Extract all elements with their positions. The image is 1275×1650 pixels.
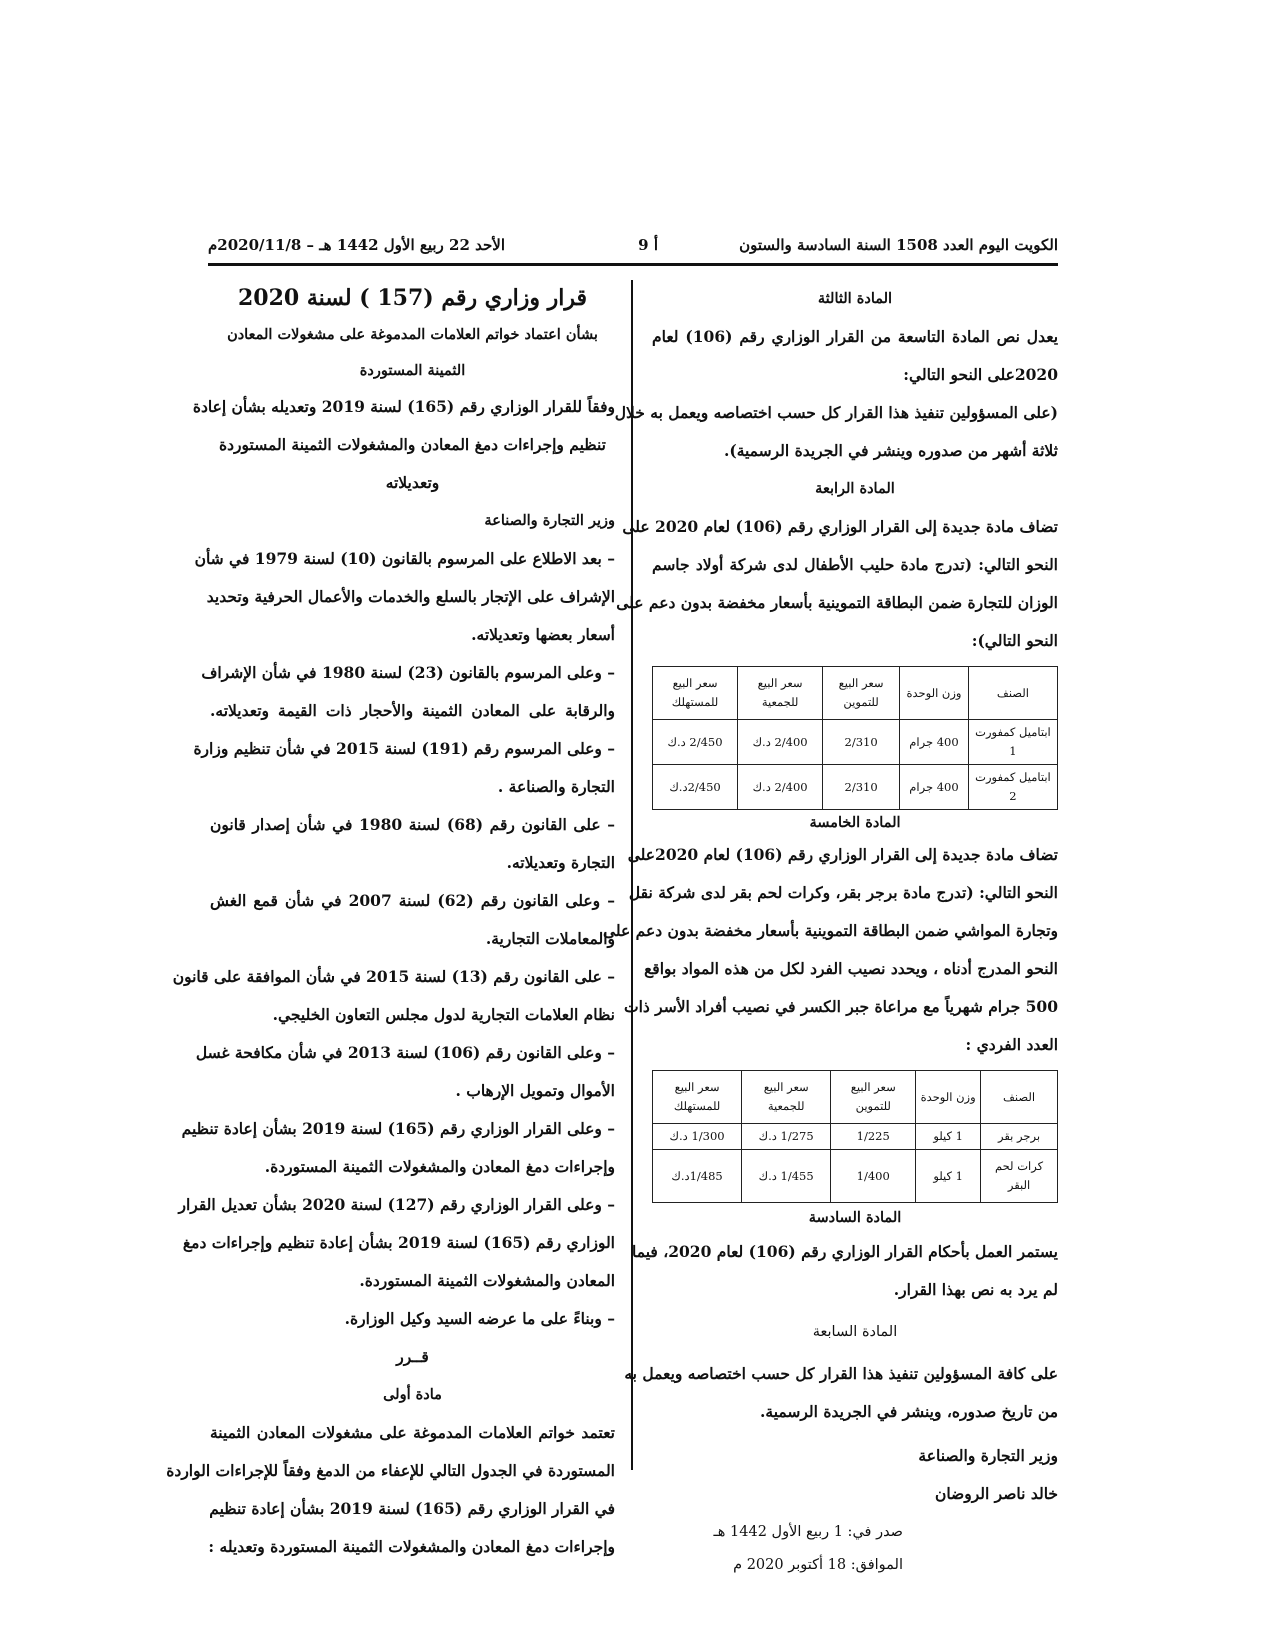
table-cell: 1/275 د.ك <box>742 1124 831 1150</box>
article-7-line: على كافة المسؤولين تنفيذ هذا القرار كل حسب اختصاصه ويعمل به <box>624 1364 1058 1383</box>
table-cell: ابتاميل كمفورت 1 <box>968 720 1057 765</box>
article-5-line: العدد الفردي : <box>965 1035 1058 1054</box>
beef-price-table <box>652 1070 1058 1203</box>
preamble-line: الوزاري رقم (165) لسنة 2019 بشأن إعادة تنظيم وإجراءات دمغ <box>182 1233 615 1252</box>
article-3-line: (على المسؤولين تنفيذ هذا القرار كل حسب اختصاصه ويعمل به خلال <box>614 403 1058 422</box>
table-header-cell: الصنف <box>968 667 1057 720</box>
article-6-title: المادة السادسة <box>808 1209 902 1226</box>
table-cell: كرات لحم البقر <box>981 1150 1058 1203</box>
table-header-row <box>653 667 1058 720</box>
intro-line: وفقاً للقرار الوزاري رقم (165) لسنة 2019 وتعديله بشأن إعادة <box>192 397 615 416</box>
table-header-cell: الصنف <box>981 1071 1058 1124</box>
corresponding-date: الموافق: 18 أكتوبر 2020 م <box>733 1557 903 1573</box>
preamble-line: نظام العلامات التجارية لدول مجلس التعاون الخليجي. <box>272 1005 615 1024</box>
article-1-line: في القرار الوزاري رقم (165) لسنة 2019 بشأن إعادة تنظيم <box>209 1499 615 1518</box>
table-cell: 1/485د.ك <box>653 1150 742 1203</box>
decided-heading: قــرر <box>396 1347 429 1366</box>
article-4-line: تضاف مادة جديدة إلى القرار الوزاري رقم (106) لعام 2020 على <box>622 517 1058 536</box>
preamble-line: – وعلى القانون رقم (62) لسنة 2007 في شأن قمع الغش <box>210 891 615 910</box>
header-date: الأحد 22 ربيع الأول 1442 هـ – 2020/11/8م <box>208 236 505 254</box>
article-1-title: مادة أولى <box>383 1386 442 1403</box>
article-5-line: وتجارة المواشي ضمن البطاقة التموينية بأسعار مخفضة بدون دعم على <box>602 921 1058 940</box>
article-5-line: 500 جرام شهرياً مع مراعاة جبر الكسر في نصيب أفراد الأسر ذات <box>623 997 1058 1016</box>
table-cell: 400 جرام <box>900 765 969 810</box>
preamble-line: – وعلى المرسوم رقم (191) لسنة 2015 في شأن تنظيم وزارة <box>193 739 615 758</box>
preamble-line: والرقابة على المعادن الثمينة والأحجار ذات القيمة وتعديلاته. <box>210 701 615 720</box>
table-cell: 1/400 <box>831 1150 916 1203</box>
table-header-row <box>653 1071 1058 1124</box>
table-cell: 400 جرام <box>900 720 969 765</box>
table-header-cell: سعر البيع للتموين <box>823 667 900 720</box>
preamble-line: والمعاملات التجارية. <box>485 929 615 948</box>
header-issue: الكويت اليوم العدد 1508 السنة السادسة والستون <box>739 236 1058 254</box>
signer-name: خالد ناصر الروضان <box>934 1484 1058 1503</box>
table-header-cell: وزن الوحدة <box>916 1071 981 1124</box>
table-cell: 1/300 د.ك <box>653 1124 742 1150</box>
table-cell: 2/310 <box>823 765 900 810</box>
signer-title: وزير التجارة والصناعة <box>918 1446 1058 1465</box>
header-page-number: أ 9 <box>638 236 658 254</box>
table-cell: 2/450 د.ك <box>653 720 738 765</box>
table-cell: 2/450د.ك <box>653 765 738 810</box>
article-3-line: يعدل نص المادة التاسعة من القرار الوزاري رقم (106) لعام <box>652 327 1059 346</box>
left-column <box>166 280 615 1566</box>
article-4-line: الوزان للتجارة ضمن البطاقة التموينية بأسعار مخفضة بدون دعم على <box>616 593 1058 612</box>
preamble-line: وإجراءات دمغ المعادن والمشغولات الثمينة المستوردة. <box>264 1157 615 1176</box>
intro-line: وتعديلاته <box>385 473 440 492</box>
preamble-line: – وبناءً على ما عرضه السيد وكيل الوزارة. <box>344 1309 615 1328</box>
table-header-cell: سعر البيع للجمعية <box>738 667 823 720</box>
article-7-line: من تاريخ صدوره، وينشر في الجريدة الرسمية. <box>760 1402 1058 1421</box>
table-header-cell: سعر البيع للمستهلك <box>653 1071 742 1124</box>
article-3-title: المادة الثالثة <box>817 290 893 307</box>
article-1-line: وإجراءات دمغ المعادن والمشغولات الثمينة المستوردة وتعديله : <box>208 1537 615 1556</box>
article-1-line: تعتمد خواتم العلامات المدموغة على مشغولات المعادن الثمينة <box>210 1423 615 1442</box>
article-6-line: لم يرد به نص بهذا القرار. <box>893 1280 1058 1299</box>
table-header-cell: سعر البيع للمستهلك <box>653 667 738 720</box>
article-5-title: المادة الخامسة <box>809 814 901 831</box>
article-3-line: ثلاثة أشهر من صدوره وينشر في الجريدة الرسمية). <box>723 441 1058 460</box>
table-cell: 1/455 د.ك <box>742 1150 831 1203</box>
table-cell: 2/310 <box>823 720 900 765</box>
preamble-line: التجارة والصناعة . <box>497 777 615 796</box>
table-header-cell: سعر البيع للتموين <box>831 1071 916 1124</box>
preamble-line: الإشراف على الإتجار بالسلع والخدمات والأعمال الحرفية وتحديد <box>206 587 615 606</box>
page-header <box>208 236 1058 260</box>
article-4-line: النحو التالي): <box>971 631 1058 650</box>
table-row <box>653 1124 1058 1150</box>
table-cell: 2/400 د.ك <box>738 720 823 765</box>
table-cell: برجر بقر <box>981 1124 1058 1150</box>
article-4-title: المادة الرابعة <box>815 480 895 497</box>
preamble-line: الأموال وتمويل الإرهاب . <box>455 1081 615 1100</box>
intro-line: تنظيم وإجراءات دمغ المعادن والمشغولات الثمينة المستوردة <box>219 435 606 454</box>
preamble-line: – وعلى القرار الوزاري رقم (127) لسنة 2020 بشأن تعديل القرار <box>178 1195 615 1214</box>
preamble-line: التجارة وتعديلاته. <box>506 853 615 872</box>
table-header-cell: وزن الوحدة <box>900 667 969 720</box>
baby-milk-price-table <box>652 666 1058 810</box>
article-3-line: 2020على النحو التالي: <box>903 365 1058 384</box>
article-5-line: النحو التالي: (تدرج مادة برجر بقر، وكرات لحم بقر لدى شركة نقل <box>628 883 1058 902</box>
table-row <box>653 765 1058 810</box>
preamble-line: – على القانون رقم (68) لسنة 1980 في شأن إصدار قانون <box>210 815 615 834</box>
table-cell: ابتاميل كمفورت 2 <box>968 765 1057 810</box>
article-5-line: النحو المدرج أدناه ، ويحدد نصيب الفرد لكل من هذه المواد بواقع <box>644 959 1058 978</box>
table-row <box>653 1150 1058 1203</box>
article-6-line: يستمر العمل بأحكام القرار الوزاري رقم (106) لعام 2020، فيما <box>632 1242 1058 1261</box>
header-rule <box>208 263 1058 266</box>
decree-subtitle: بشأن اعتماد خواتم العلامات المدموغة على مشغولات المعادن <box>227 326 598 343</box>
issue-date: صدر في: 1 ربيع الأول 1442 هـ <box>713 1524 903 1540</box>
decree-subtitle: الثمينة المستوردة <box>359 362 466 379</box>
table-cell: 1 كيلو <box>916 1150 981 1203</box>
preamble-line: أسعار بعضها وتعديلاته. <box>471 625 615 644</box>
preamble-line: – وعلى القرار الوزاري رقم (165) لسنة 2019 بشأن إعادة تنظيم <box>181 1119 615 1138</box>
table-row <box>653 720 1058 765</box>
article-7-title: المادة السابعة <box>812 1324 898 1340</box>
table-cell: 1 كيلو <box>916 1124 981 1150</box>
preamble-line: – وعلى القانون رقم (106) لسنة 2013 في شأن مكافحة غسل <box>195 1043 615 1062</box>
table-header-cell: سعر البيع للجمعية <box>742 1071 831 1124</box>
article-4-line: النحو التالي: (تدرج مادة حليب الأطفال لدى شركة أولاد جاسم <box>652 555 1058 574</box>
table-cell: 2/400 د.ك <box>738 765 823 810</box>
preamble-line: – على القانون رقم (13) لسنة 2015 في شأن الموافقة على قانون <box>172 967 615 986</box>
minister-heading: وزير التجارة والصناعة <box>484 512 615 529</box>
preamble-line: – وعلى المرسوم بالقانون (23) لسنة 1980 في شأن الإشراف <box>201 663 615 682</box>
decree-title: قرار وزاري رقم (157 ) لسنة 2020 <box>237 285 588 311</box>
article-1-line: المستوردة في الجدول التالي للإعفاء من الدمغ وفقاً للإجراءات الواردة <box>166 1461 615 1480</box>
article-5-line: تضاف مادة جديدة إلى القرار الوزاري رقم (106) لعام 2020على <box>627 845 1058 864</box>
preamble-line: – بعد الاطلاع على المرسوم بالقانون (10) لسنة 1979 في شأن <box>194 549 615 568</box>
preamble-line: المعادن والمشغولات الثمينة المستوردة. <box>359 1271 615 1290</box>
table-cell: 1/225 <box>831 1124 916 1150</box>
right-column <box>602 280 1059 1579</box>
